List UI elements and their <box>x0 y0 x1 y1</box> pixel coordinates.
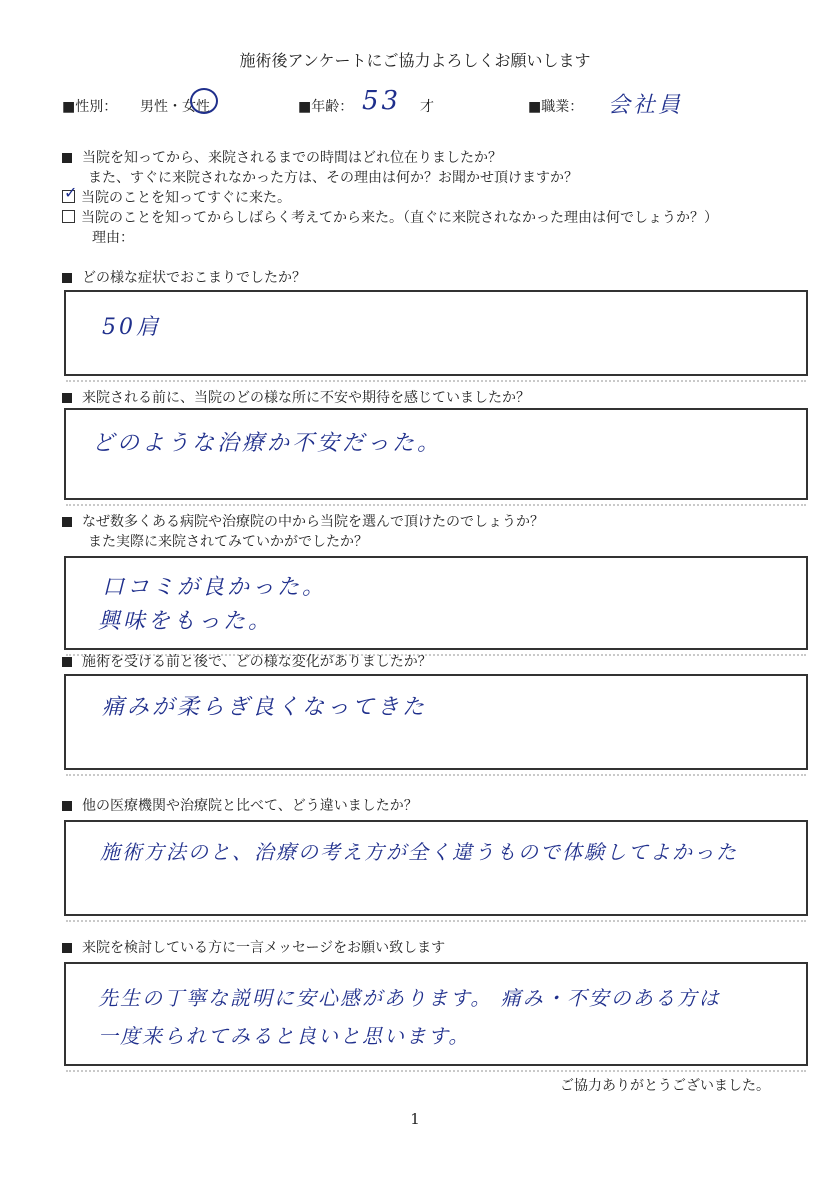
q7-answer-1: 先生の丁寧な説明に安心感があります。 痛み・不安のある方は <box>98 986 721 1010</box>
q4-answer-box[interactable] <box>64 556 808 650</box>
q1-option-1-label: 当院のことを知ってすぐに来た。 <box>81 190 291 206</box>
q2-question-text: どの様な症状でおこまりでしたか？ <box>82 270 306 286</box>
q2-answer: 50肩 <box>102 315 161 340</box>
q1-reason-label: 理由： <box>92 230 134 246</box>
job-label: ■職業： <box>528 99 584 115</box>
q2-answer-box[interactable] <box>64 290 808 376</box>
box-shadow <box>66 380 806 382</box>
gender-selection-circle <box>190 88 218 114</box>
q7-answer-2: 一度来られてみると良いと思います。 <box>98 1024 471 1048</box>
q4-answer-2: 興味をもった。 <box>98 609 274 634</box>
q5-question <box>62 652 432 672</box>
bullet-square-icon <box>62 153 72 163</box>
bullet-square-icon <box>62 657 72 667</box>
thanks-text: ご協力ありがとうございました。 <box>560 1078 770 1094</box>
q4-question <box>62 512 544 532</box>
q4-line2: また実際に来院されてみていかがでしたか？ <box>88 534 368 550</box>
q6-answer: 施術方法のと、治療の考え方が全く違うもので体験してよかった <box>100 840 738 864</box>
checkbox-checked-icon[interactable]: ✓ <box>64 183 78 202</box>
q3-answer-box[interactable] <box>64 408 808 500</box>
bullet-square-icon <box>62 273 72 283</box>
box-shadow <box>66 504 806 506</box>
q6-question <box>62 796 418 816</box>
age-unit: 才 <box>420 99 434 115</box>
box-shadow <box>66 1070 806 1072</box>
q1-line1: 当院を知ってから、来院されるまでの時間はどれ位在りましたか？ <box>82 150 502 166</box>
q1-option-2[interactable] <box>62 208 718 228</box>
q3-question <box>62 388 530 408</box>
age-value: 53 <box>362 86 402 116</box>
gender-label: ■性別： <box>62 99 118 115</box>
bullet-square-icon <box>62 393 72 403</box>
q5-answer: 痛みが柔らぎ良くなってきた <box>102 695 428 720</box>
q3-answer: どのような治療か不安だった。 <box>92 431 443 456</box>
q5-answer-box[interactable] <box>64 674 808 770</box>
q1-option-2-label: 当院のことを知ってからしばらく考えてから来た。（直ぐに来院されなかった理由は何でしょうか？） <box>81 210 718 226</box>
bullet-square-icon <box>62 943 72 953</box>
q2-question <box>62 268 306 288</box>
q7-question <box>62 938 445 958</box>
bullet-square-icon <box>62 517 72 527</box>
checkbox-icon[interactable] <box>62 210 75 223</box>
page-number: 1 <box>410 1110 420 1128</box>
bullet-square-icon <box>62 801 72 811</box>
q6-question-text: 他の医療機関や治療院と比べて、どう違いましたか？ <box>82 798 418 814</box>
box-shadow <box>66 920 806 922</box>
q5-question-text: 施術を受ける前と後で、どの様な変化がありましたか？ <box>82 654 432 670</box>
q4-answer-1: 口コミが良かった。 <box>102 575 328 600</box>
job-value: 会社員 <box>608 93 684 118</box>
q4-line1: なぜ数多くある病院や治療院の中から当院を選んで頂けたのでしょうか？ <box>82 514 544 530</box>
q7-answer-box[interactable] <box>64 962 808 1066</box>
gender-options: 男性・女性 <box>140 99 210 115</box>
q1-line2: また、すぐに来院されなかった方は、その理由は何か？お聞かせ頂けますか？ <box>88 170 578 186</box>
age-label: ■年齢： <box>298 99 354 115</box>
box-shadow <box>66 774 806 776</box>
q1-option-1[interactable] <box>62 183 291 208</box>
survey-title: 施術後アンケートにご協力よろしくお願いします <box>239 51 591 70</box>
q3-question-text: 来院される前に、当院のどの様な所に不安や期待を感じていましたか？ <box>82 390 530 406</box>
q7-question-text: 来院を検討している方に一言メッセージをお願い致します <box>82 940 446 956</box>
q1-question <box>62 148 502 168</box>
q6-answer-box[interactable] <box>64 820 808 916</box>
